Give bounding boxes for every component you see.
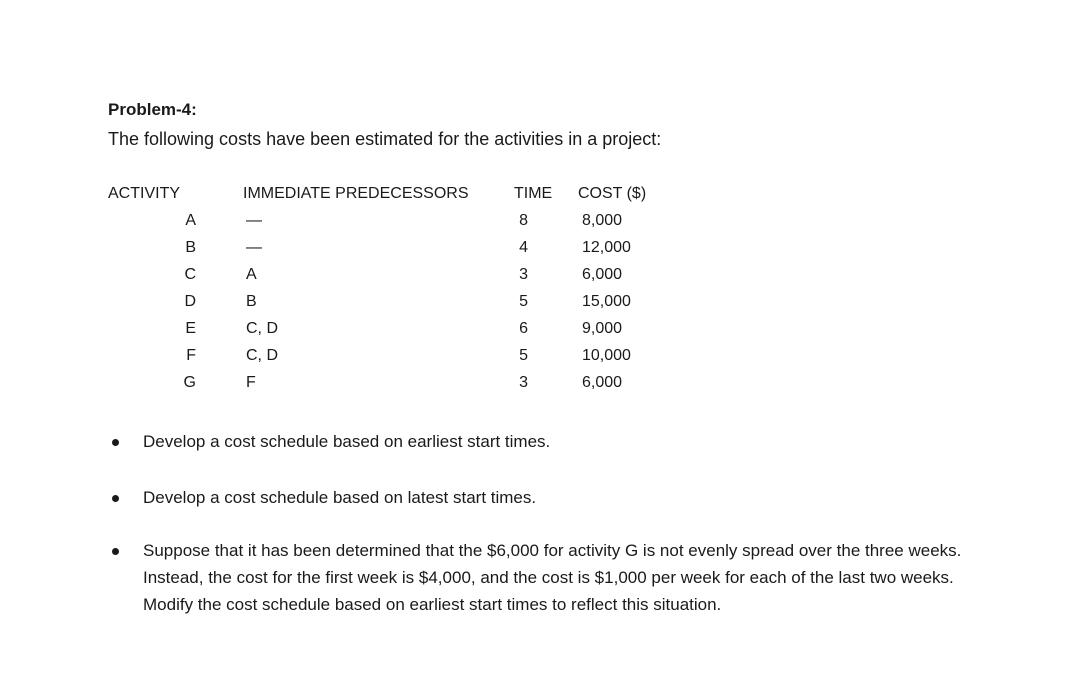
header-activity: ACTIVITY [108, 185, 181, 202]
list-item [112, 428, 1012, 455]
cell-predecessors: F [246, 374, 256, 391]
table-row [108, 210, 668, 237]
task-list [112, 428, 1012, 618]
cell-cost: 6,000 [582, 374, 623, 391]
task-text: Suppose that it has been determined that the $6,000 for activity G is not evenly spread over the three weeks. Instead, the cost for the first week is $4,000, and the cost is $1,000 per week for each of the last two weeks. Modify the cost schedule based on earliest start times to reflect this situation. [143, 541, 962, 614]
cell-time: 8 [519, 212, 528, 229]
cell-cost: 10,000 [582, 347, 631, 364]
table-row [108, 372, 668, 399]
table-row [108, 345, 668, 372]
cell-activity: B [185, 239, 196, 256]
table-header-row [108, 183, 668, 210]
list-item [112, 537, 993, 618]
cell-predecessors: C, D [246, 320, 278, 337]
task-text: Develop a cost schedule based on earliest start times. [143, 432, 551, 451]
cell-time: 4 [519, 239, 528, 256]
table-row [108, 237, 668, 264]
bullet-icon [112, 495, 119, 502]
bullet-icon [112, 548, 119, 555]
cell-activity: E [185, 320, 196, 337]
cell-cost: 15,000 [582, 293, 631, 310]
cell-cost: 12,000 [582, 239, 631, 256]
cell-activity: C [184, 266, 196, 283]
list-item [112, 484, 1012, 511]
header-time: TIME [514, 185, 553, 202]
cell-predecessors: — [246, 212, 262, 229]
table-row [108, 291, 668, 318]
cell-time: 3 [519, 374, 528, 391]
cell-predecessors: A [246, 266, 257, 283]
cell-activity: D [184, 293, 196, 310]
cell-predecessors: — [246, 239, 262, 256]
header-cost: COST ($) [578, 185, 647, 202]
problem-intro: The following costs have been estimated for the activities in a project: [108, 129, 662, 149]
cell-cost: 6,000 [582, 266, 623, 283]
cell-time: 5 [519, 293, 528, 310]
cell-cost: 8,000 [582, 212, 623, 229]
cell-time: 5 [519, 347, 528, 364]
task-text: Develop a cost schedule based on latest start times. [143, 488, 537, 507]
cell-predecessors: C, D [246, 347, 278, 364]
activity-table [108, 183, 668, 399]
header-predecessors: IMMEDIATE PREDECESSORS [243, 185, 469, 202]
table-row [108, 264, 668, 291]
cell-activity: G [183, 374, 196, 391]
cell-time: 6 [519, 320, 528, 337]
bullet-icon [112, 439, 119, 446]
cell-predecessors: B [246, 293, 257, 310]
table-row [108, 318, 668, 345]
problem-title: Problem-4: [108, 100, 197, 119]
cell-cost: 9,000 [582, 320, 623, 337]
cell-activity: A [185, 212, 196, 229]
cell-activity: F [186, 347, 196, 364]
cell-time: 3 [519, 266, 528, 283]
